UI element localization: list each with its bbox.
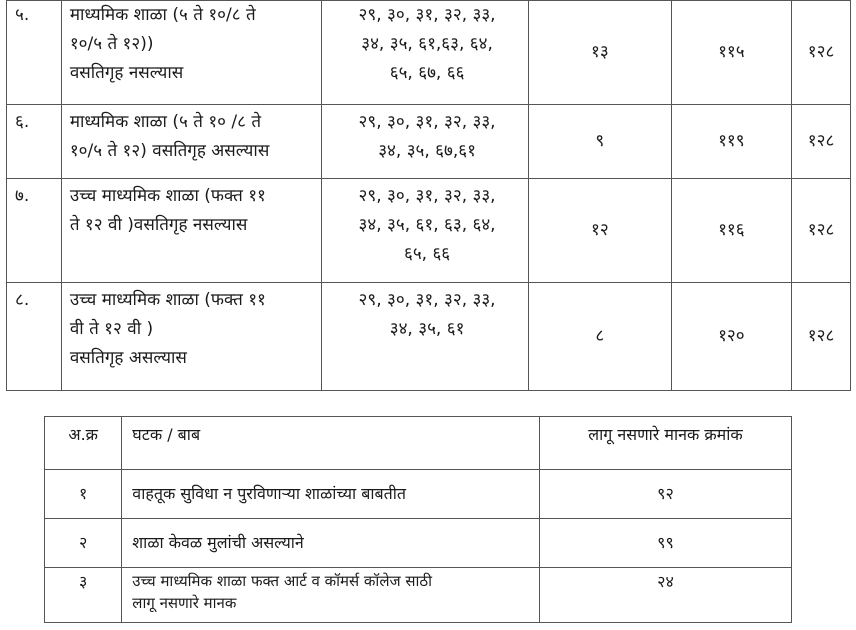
count-c: १२८ [792, 1, 851, 105]
header-standard-number: लागू नसणारे मानक क्रमांक [539, 417, 791, 470]
item: शाळा केवळ मुलांची असल्याने [122, 519, 540, 568]
standards-line: ३४, ३५, ६१, ६३, ६४, [358, 215, 496, 235]
standards-line: ३४, ३५, ६१,६३, ६४, [361, 34, 493, 54]
item-line: लागू नसणारे मानक [132, 594, 237, 612]
category-line: वी ते १२ वी ) [69, 319, 154, 339]
count-a: ८ [529, 283, 671, 391]
header-item: घटक / बाब [122, 417, 540, 470]
school-category [61, 1, 321, 105]
category-line: माध्यमिक शाळा (५ ते १० /८ ते [69, 112, 262, 132]
count-c: १२८ [792, 283, 851, 391]
serial-no: १ [45, 470, 122, 519]
item [122, 568, 540, 623]
standard-numbers [322, 105, 529, 179]
standard-number: ९९ [539, 519, 791, 568]
row-number: ८. [7, 283, 62, 391]
table-row [7, 105, 851, 179]
category-line: ते १२ वी )वसतिगृह नसल्यास [69, 215, 248, 235]
standard-number: २४ [539, 568, 791, 623]
row-number: ७. [7, 179, 62, 283]
table-header-row [45, 417, 792, 470]
header-serial-no: अ.क्र [45, 417, 122, 470]
standards-line: २९, ३०, ३१, ३२, ३३, [358, 290, 496, 310]
serial-no: ३ [45, 568, 122, 623]
standard-numbers [322, 1, 529, 105]
table-row [7, 179, 851, 283]
standards-line: ६५, ६६ [403, 244, 451, 264]
standards-line: ३४, ३५, ६७,६१ [378, 141, 476, 161]
table-row [45, 519, 792, 568]
school-standards-table [6, 0, 851, 391]
standard-numbers [322, 179, 529, 283]
standard-number: ९२ [539, 470, 791, 519]
category-line: वसतिगृह असल्यास [69, 348, 187, 368]
school-category [61, 283, 321, 391]
standards-line: २९, ३०, ३१, ३२, ३३, [358, 186, 496, 206]
row-number: ६. [7, 105, 62, 179]
standards-line: २९, ३०, ३१, ३२, ३३, [358, 112, 496, 132]
category-line: वसतिगृह नसल्यास [69, 63, 184, 83]
count-a: ९ [529, 105, 671, 179]
category-line: १०/५ ते १२) वसतिगृह असल्यास [69, 141, 270, 161]
count-c: १२८ [792, 105, 851, 179]
school-category [61, 105, 321, 179]
category-line: उच्च माध्यमिक शाळा (फक्त ११ [69, 290, 266, 310]
category-line: उच्च माध्यमिक शाळा (फक्त ११ [69, 186, 266, 206]
table-row [7, 1, 851, 105]
count-c: १२८ [792, 179, 851, 283]
item: वाहतूक सुविधा न पुरविणाऱ्या शाळांच्या बाबतीत [122, 470, 540, 519]
count-b: १२० [671, 283, 792, 391]
count-b: ११५ [671, 1, 792, 105]
inapplicable-standards-table [44, 416, 792, 623]
table-row [45, 568, 792, 623]
count-a: १३ [529, 1, 671, 105]
table-row [7, 283, 851, 391]
count-a: १२ [529, 179, 671, 283]
serial-no: २ [45, 519, 122, 568]
school-category [61, 179, 321, 283]
category-line: १०/५ ते १२)) [69, 34, 154, 54]
standard-numbers [322, 283, 529, 391]
item-line: उच्च माध्यमिक शाळा फक्त आर्ट व कॉमर्स कॉलेज साठी [132, 572, 433, 590]
standards-line: २९, ३०, ३१, ३२, ३३, [358, 5, 496, 25]
count-b: ११६ [671, 179, 792, 283]
row-number: ५. [7, 1, 62, 105]
category-line: माध्यमिक शाळा (५ ते १०/८ ते [69, 5, 256, 25]
standards-line: ३४, ३५, ६१ [389, 319, 465, 339]
count-b: ११९ [671, 105, 792, 179]
table-row [45, 470, 792, 519]
standards-line: ६५, ६७, ६६ [389, 63, 465, 83]
